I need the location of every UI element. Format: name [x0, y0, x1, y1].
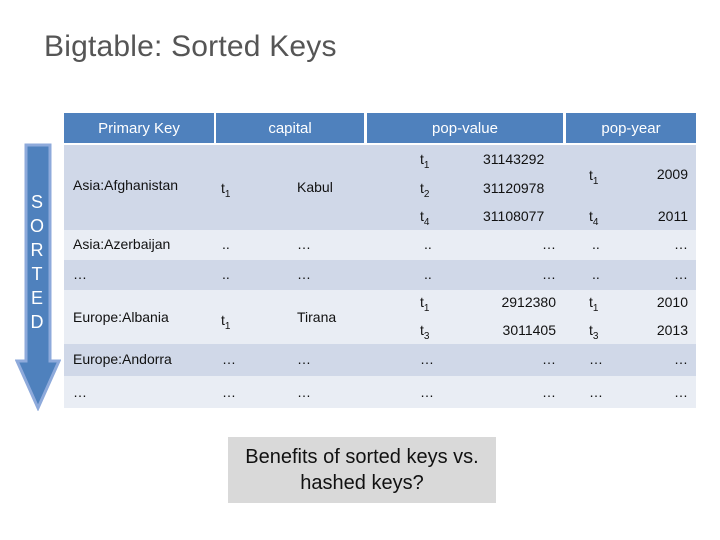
header-primary-key — [64, 113, 214, 143]
ts-letter: t — [589, 322, 593, 338]
pop-year-timestamp — [589, 294, 598, 317]
pop-value-timestamp — [420, 180, 429, 203]
ts-sub: 1 — [423, 159, 430, 171]
pop-value-timestamp — [420, 208, 429, 231]
key-ellipsis: … — [73, 384, 87, 400]
ellipsis: .. — [424, 266, 432, 282]
sorted-letter: S — [30, 192, 43, 212]
pop-value-timestamp — [420, 151, 429, 174]
ellipsis: … — [222, 384, 236, 400]
ts-letter: t — [420, 180, 424, 196]
ts-letter: t — [589, 208, 593, 224]
ts-sub: 1 — [592, 302, 599, 314]
key-andorra: Europe:Andorra — [73, 351, 172, 367]
capital-timestamp — [221, 180, 230, 203]
key-azerbaijan: Asia:Azerbaijan — [73, 236, 171, 252]
header-pop-year-label: pop-year — [601, 119, 661, 137]
ts-letter: t — [420, 322, 424, 338]
ellipsis: … — [297, 236, 311, 252]
pop-value: 3011405 — [502, 322, 556, 338]
ellipsis: … — [297, 384, 311, 400]
pop-value: 31143292 — [483, 151, 545, 167]
ellipsis: … — [542, 266, 556, 282]
header-capital-label: capital — [268, 119, 312, 137]
ellipsis: … — [542, 384, 556, 400]
ellipsis: … — [674, 351, 688, 367]
ts-letter: t — [221, 180, 225, 196]
ts-letter: t — [589, 294, 593, 310]
pop-year-timestamp — [589, 322, 598, 345]
ellipsis: … — [674, 384, 688, 400]
question-box — [228, 437, 496, 503]
ellipsis: … — [222, 351, 236, 367]
ellipsis: … — [297, 351, 311, 367]
ts-letter: t — [420, 151, 424, 167]
pop-value: 31120978 — [483, 180, 545, 196]
ts-letter: t — [221, 312, 225, 328]
pop-year-timestamp — [589, 208, 598, 231]
ellipsis: … — [542, 236, 556, 252]
sorted-letter: T — [31, 264, 43, 284]
ts-sub: 4 — [592, 216, 599, 228]
ts-letter: t — [420, 208, 424, 224]
pop-value-timestamp — [420, 322, 429, 345]
ts-letter: t — [420, 294, 424, 310]
ellipsis: … — [589, 384, 603, 400]
ellipsis: … — [420, 384, 434, 400]
ts-sub: 4 — [423, 216, 430, 228]
capital-afghanistan: Kabul — [297, 179, 333, 195]
header-primary-key-label: Primary Key — [98, 119, 180, 137]
pop-year: 2010 — [656, 294, 688, 310]
pop-value-timestamp — [420, 294, 429, 317]
ellipsis: .. — [592, 236, 600, 252]
sorted-letter: D — [30, 312, 44, 332]
sorted-label — [26, 190, 48, 334]
ts-sub: 1 — [423, 302, 430, 314]
row-band-ellipsis-1 — [64, 260, 696, 290]
header-capital — [216, 113, 364, 143]
ellipsis: … — [674, 236, 688, 252]
key-afghanistan: Asia:Afghanistan — [73, 177, 179, 193]
ts-sub: 3 — [423, 330, 430, 342]
sorted-letter: O — [29, 216, 44, 236]
pop-year: 2009 — [656, 166, 688, 182]
pop-value: 31108077 — [483, 208, 545, 224]
ellipsis: … — [542, 351, 556, 367]
ts-sub: 1 — [224, 320, 231, 332]
header-pop-year — [566, 113, 696, 143]
header-pop-value — [367, 113, 563, 143]
ellipsis: .. — [424, 236, 432, 252]
ts-sub: 3 — [592, 330, 599, 342]
key-ellipsis: … — [73, 266, 87, 282]
capital-timestamp — [221, 312, 230, 335]
sorted-letter: E — [30, 288, 43, 308]
pop-year-timestamp — [589, 167, 598, 190]
question-text: Benefits of sorted keys vs. hashed keys? — [245, 446, 479, 494]
slide-title: Bigtable: Sorted Keys — [44, 30, 337, 63]
ellipsis: .. — [592, 266, 600, 282]
pop-year: 2011 — [657, 208, 688, 224]
pop-year: 2013 — [656, 322, 688, 338]
ellipsis: .. — [222, 266, 230, 282]
ellipsis: … — [420, 351, 434, 367]
capital-albania: Tirana — [297, 309, 337, 325]
ts-sub: 1 — [224, 188, 231, 200]
ellipsis: … — [297, 266, 311, 282]
pop-value: 2912380 — [501, 294, 556, 310]
sorted-letter: R — [30, 240, 44, 260]
ellipsis: .. — [222, 236, 230, 252]
ts-letter: t — [589, 167, 593, 183]
ellipsis: … — [589, 351, 603, 367]
key-albania: Europe:Albania — [73, 309, 169, 325]
header-pop-value-label: pop-value — [432, 119, 498, 137]
ellipsis: … — [674, 266, 688, 282]
ts-sub: 2 — [423, 188, 430, 200]
ts-sub: 1 — [592, 175, 599, 187]
